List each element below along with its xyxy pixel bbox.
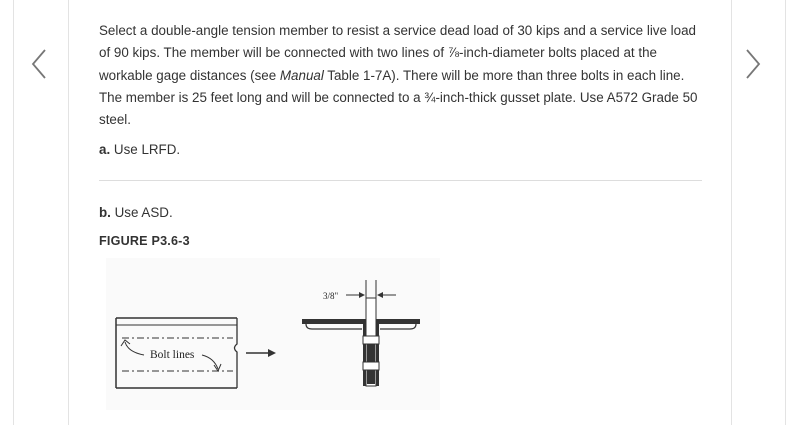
- figure-drawing: [106, 258, 440, 410]
- part-b: [99, 205, 702, 220]
- figure-title: FIGURE P3.6-3: [99, 234, 190, 249]
- previous-button[interactable]: [24, 44, 54, 84]
- problem-text-part1: Select a double-angle tension member to resist a service dead load of 30 kips and a service live load of 90 kips. The member will be connected with two lines of ⅞-inch-diameter bolts placed at the workable gage distances (see: [99, 23, 696, 83]
- chevron-right-icon: [744, 48, 762, 80]
- right-outer-border: [785, 0, 786, 425]
- section-divider: [99, 180, 702, 181]
- left-outer-border: [13, 0, 14, 425]
- figure-background: [106, 258, 440, 410]
- thickness-label: 3/8": [323, 291, 339, 301]
- chevron-left-icon: [30, 48, 48, 80]
- question-content: [99, 20, 702, 248]
- problem-statement: [99, 20, 702, 131]
- next-button[interactable]: [738, 44, 768, 84]
- part-a-text: Use LRFD.: [113, 142, 181, 158]
- figure-p3-6-3: [106, 258, 440, 410]
- part-a-label: a.: [99, 142, 111, 158]
- part-a: [99, 142, 702, 157]
- part-b-text: Use ASD.: [114, 205, 173, 221]
- bolt-upper: [363, 336, 379, 344]
- right-inner-border: [731, 0, 732, 425]
- left-inner-border: [68, 0, 69, 425]
- bolt-lower: [363, 362, 379, 370]
- part-b-label: b.: [99, 205, 111, 221]
- bolt-lines-label: Bolt lines: [150, 349, 195, 361]
- manual-reference: Manual: [279, 67, 324, 83]
- problem-text-part2: Table 1-7A). There will be more than three bolts in each line. The member is 25 feet long and will be connected to a ¾-inch-thick gusset plate. Use A572 Grade 50 steel.: [99, 67, 698, 128]
